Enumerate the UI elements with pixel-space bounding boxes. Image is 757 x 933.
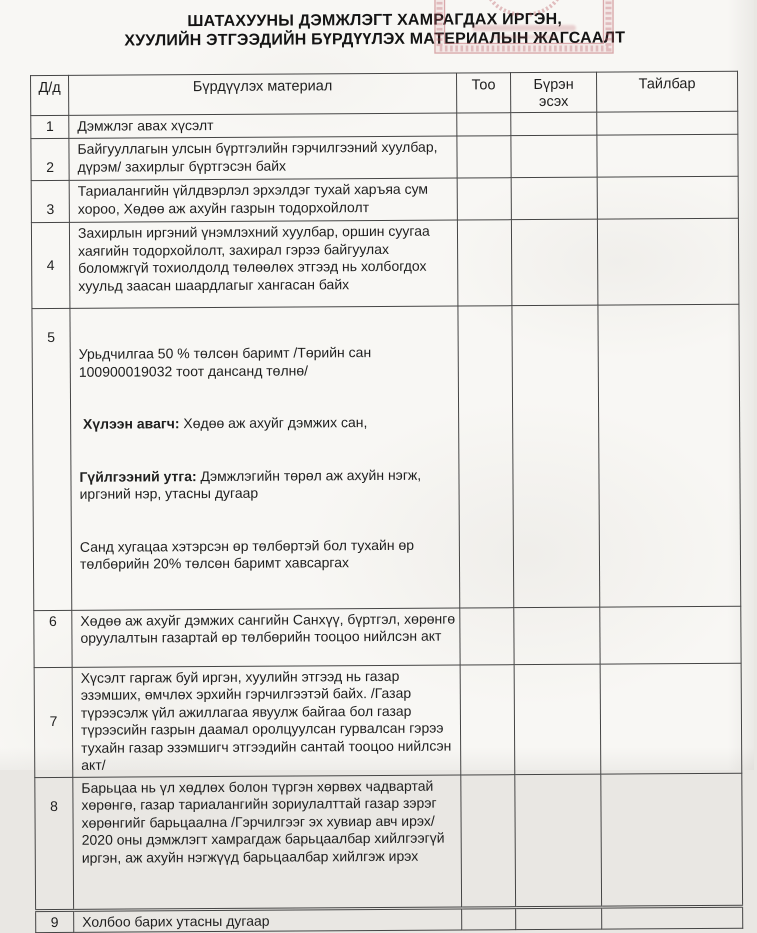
note-cell bbox=[602, 906, 743, 929]
bold-label: Хүлээн авагч: bbox=[79, 415, 180, 432]
material-cell bbox=[70, 306, 460, 610]
complete-cell bbox=[511, 112, 597, 136]
table-row bbox=[31, 176, 738, 222]
count-cell bbox=[457, 136, 511, 178]
row-number: 1 bbox=[31, 115, 69, 138]
header-complete-line2: эсэх bbox=[538, 93, 569, 111]
count-cell bbox=[457, 178, 511, 220]
row-number: 5 bbox=[32, 308, 72, 610]
count-cell bbox=[458, 306, 514, 608]
count-cell bbox=[460, 664, 515, 774]
row-number: 7 bbox=[34, 667, 73, 777]
material-cell: Хүсэлт гаргаж буй иргэн, хуулийн этгээд нь газар эзэмших, өмчлөх эрхийн гэрчилгээтэй байх. /Газар түрээсэлж үйл ажиллагаа явуулж байгаа бол газар түрээсийн газрын даамал оролцуулсан гурвалсан гэрээ тухайн газар эзэмшигч этгээдийн сантай тооцоо нийлсэн акт/ bbox=[72, 664, 461, 776]
header-material: Бүрдүүлэх материал bbox=[69, 73, 457, 115]
table-row bbox=[32, 304, 741, 610]
materials-table bbox=[30, 71, 743, 933]
material-cell: Дэмжлэг авах хүсэлт bbox=[69, 113, 457, 138]
complete-cell bbox=[511, 219, 598, 306]
count-cell bbox=[462, 907, 516, 930]
document-title bbox=[0, 9, 752, 52]
table-row bbox=[34, 663, 742, 777]
material-cell: Барьцаа нь үл хөдлөх болон түргэн хөрвөх чадвартай хөрөнгө, газар тариалангийн зориулалттай газар зэрэг хөрөнгийг барьцаална /Гэрчилгээг эх хувиар авч ирэх/ 2020 оны дэмжлэгт хамрагдаж барьцаалбар хийлгээгүй иргэн, аж ахуйн нэгжүүд барьцаалбар хийлгэж ирэх bbox=[73, 774, 462, 909]
complete-cell bbox=[514, 664, 601, 775]
materials-table-wrapper bbox=[30, 71, 743, 933]
row-number: 4 bbox=[31, 222, 70, 308]
stamp-graphic bbox=[434, 0, 614, 55]
row-number: 6 bbox=[34, 610, 72, 667]
table-row bbox=[31, 218, 739, 308]
complete-cell bbox=[516, 907, 602, 930]
table-row bbox=[36, 906, 743, 933]
note-cell bbox=[597, 176, 738, 219]
material-text: Гүйлгээний утга: Дэмжлэгийн төрөл аж ахуйн нэгж, иргэний нэр, утасны дугаар bbox=[79, 466, 426, 502]
note-cell bbox=[598, 304, 741, 606]
material-cell: Байгууллагын улсын бүртгэлийн гэрчилгээний хуулбар, дүрэм/ захирлыг бүртгэсэн байх bbox=[69, 136, 457, 180]
material-text: Санд хугацаа хэтэрсэн өр төлбөртэй бол тухайн өр төлбөрийн 20% төлсөн баримт хавсаргах bbox=[79, 536, 418, 572]
complete-cell bbox=[515, 774, 602, 908]
note-cell bbox=[601, 773, 743, 907]
header-count: Тоо bbox=[457, 73, 511, 113]
laurel-wreath-right bbox=[527, 0, 562, 15]
note-cell bbox=[597, 111, 738, 135]
table-row bbox=[31, 134, 738, 180]
material-cell: Тариалангийн үйлдвэрлэл эрхэлдэг тухай харъяа сум хороо, Хөдөө аж ахуйн газрын тодорхойлолт bbox=[69, 178, 457, 222]
complete-cell bbox=[512, 305, 600, 607]
count-cell bbox=[457, 220, 512, 306]
header-row bbox=[31, 71, 738, 115]
note-cell bbox=[600, 663, 742, 774]
row-number: 8 bbox=[35, 777, 74, 910]
material-cell: Захирлын иргэний үнэмлэхний хуулбар, оршин суугаа хаягийн тодорхойлолт, захирал гэрээ байгуулах боломжгүй тохиолдолд төлөөлөх этгээд нь холбогдох хуульд заасан шаардлагыг хангасан байх bbox=[69, 220, 458, 308]
laurel-wreath-left bbox=[486, 0, 521, 15]
material-cell: Хөдөө аж ахуйг дэмжих сангийн Санхүү, бүртгэл, хөрөнгө оруулалтын газартай өр төлбөрийн тооцоо нийлсэн акт bbox=[72, 607, 460, 666]
red-ink-stamp bbox=[434, 0, 614, 55]
count-cell bbox=[460, 607, 514, 664]
bold-label: Гүйлгээний утга: bbox=[79, 467, 197, 485]
material-text: Урьдчилгаа 50 % төлсөн баримт /Төрийн сан 100900019032 тоот дансанд төлнө/ bbox=[78, 344, 376, 380]
row-number: 9 bbox=[36, 910, 74, 933]
header-no: Д/д bbox=[31, 75, 69, 115]
title-line-2: ХУУЛИЙН ЭТГЭЭДИЙН БҮРДҮҮЛЭХ МАТЕРИАЛЫН ЖАГСААЛТ bbox=[124, 29, 626, 50]
note-cell bbox=[600, 606, 741, 664]
header-note: Тайлбар bbox=[597, 71, 738, 112]
row-number: 3 bbox=[31, 180, 69, 222]
count-cell bbox=[461, 774, 516, 907]
material-text: Хүлээн авагч: Хөдөө аж ахуйг дэмжих сан, bbox=[79, 414, 368, 432]
complete-cell bbox=[514, 607, 600, 665]
header-complete bbox=[511, 72, 597, 113]
complete-cell bbox=[511, 135, 597, 178]
complete-cell bbox=[511, 177, 597, 220]
table-row bbox=[35, 773, 743, 910]
header-complete-line1: Бүрэн bbox=[533, 76, 574, 94]
title-line-1: ШАТАХУУНЫ ДЭМЖЛЭГТ ХАМРАГДАХ ИРГЭН, bbox=[187, 10, 563, 31]
illegible-stamp-text bbox=[472, 25, 576, 31]
note-cell bbox=[597, 134, 738, 177]
material-cell: Холбоо барих утасны дугаар bbox=[74, 907, 462, 932]
illegible-stamp-text bbox=[492, 35, 556, 39]
row-number: 2 bbox=[31, 138, 69, 180]
count-cell bbox=[457, 113, 511, 136]
note-cell bbox=[597, 218, 739, 305]
table-row bbox=[34, 606, 741, 667]
